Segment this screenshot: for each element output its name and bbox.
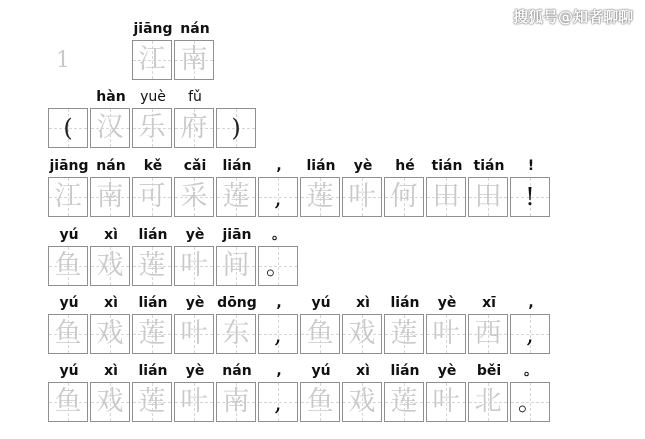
pinyin-label: yè [185, 363, 205, 379]
hanzi-character: 鱼 [306, 318, 334, 349]
hanzi-character: 莲 [138, 386, 166, 417]
watermark: 搜狐号@知者聊聊 [512, 8, 633, 26]
tian-grid-box [48, 246, 88, 286]
pinyin-label: lián [138, 363, 168, 379]
line-title [132, 20, 216, 90]
pinyin-label: yú [59, 295, 79, 311]
tian-grid-box [132, 108, 172, 148]
tian-grid-box [48, 382, 88, 422]
pinyin-label: yú [59, 363, 79, 379]
char-cell [174, 20, 216, 86]
line-verse-4 [48, 362, 552, 432]
pinyin-label: lián [138, 295, 168, 311]
tian-grid-box [132, 382, 172, 422]
hanzi-character: 北 [474, 386, 502, 417]
hanzi-character: 田 [474, 181, 502, 212]
punctuation-mark: , [274, 320, 282, 348]
tian-grid-box [258, 314, 298, 354]
punctuation-mark: ! [525, 183, 535, 211]
pinyin-label: xì [104, 363, 118, 379]
pinyin-label: xī [482, 295, 496, 311]
hanzi-character: 间 [222, 250, 250, 281]
pinyin-label: lián [390, 363, 420, 379]
hanzi-character: 莲 [222, 181, 250, 212]
tian-grid-box [216, 314, 256, 354]
tian-grid-box [48, 177, 88, 217]
pinyin-label [204, 88, 270, 106]
hanzi-character: 南 [180, 44, 208, 75]
pinyin-label: dōng [217, 295, 257, 311]
hanzi-character: 鱼 [54, 318, 82, 349]
tian-grid-box [300, 382, 340, 422]
tian-grid-box [132, 40, 172, 80]
lesson-number: 1 [56, 48, 70, 73]
hanzi-character: 叶 [432, 318, 460, 349]
pinyin-label: 。 [272, 227, 286, 243]
pinyin-label: cǎi [183, 158, 207, 174]
tian-grid-box [132, 246, 172, 286]
tian-grid-box [510, 382, 550, 422]
pinyin-label: nán [222, 363, 252, 379]
pinyin-label: kě [143, 158, 163, 174]
parenthesis: ) [231, 114, 241, 142]
hanzi-character: 可 [138, 181, 166, 212]
line-verse-2 [48, 226, 300, 296]
char-cell [510, 157, 552, 223]
pinyin-label: yú [311, 295, 331, 311]
pinyin-label: hé [395, 158, 415, 174]
tian-grid-box [90, 382, 130, 422]
pinyin-label: , [528, 295, 534, 311]
tian-grid-box [216, 246, 256, 286]
tian-grid-box [216, 177, 256, 217]
pinyin-label: , [276, 363, 282, 379]
pinyin-label: ! [527, 158, 535, 174]
pinyin-label: yè [437, 295, 457, 311]
tian-grid-box [468, 314, 508, 354]
tian-grid-box [132, 177, 172, 217]
hanzi-character: 鱼 [54, 250, 82, 281]
hanzi-character: 戏 [348, 386, 376, 417]
punctuation-mark: , [274, 388, 282, 416]
char-cell [258, 226, 300, 292]
pinyin-label: lián [138, 227, 168, 243]
tian-grid-box [468, 382, 508, 422]
tian-grid-box [174, 108, 214, 148]
tian-grid-box [300, 177, 340, 217]
line-verse-1 [48, 157, 552, 227]
pinyin-label: yè [185, 295, 205, 311]
tian-grid-box [300, 314, 340, 354]
punctuation-mark: , [526, 320, 534, 348]
hanzi-character: 何 [390, 181, 418, 212]
hanzi-character: 戏 [96, 250, 124, 281]
pinyin-label: 。 [524, 363, 538, 379]
pinyin-label: nán [180, 21, 210, 37]
pinyin-label: běi [476, 363, 502, 379]
hanzi-character: 南 [222, 386, 250, 417]
pinyin-label: yè [437, 363, 457, 379]
pinyin-label: nán [96, 158, 126, 174]
pinyin-label: jiāng [133, 21, 173, 37]
line-verse-3 [48, 294, 552, 364]
hanzi-character: 叶 [432, 386, 460, 417]
hanzi-character: 采 [180, 181, 208, 212]
tian-grid-box [90, 177, 130, 217]
pinyin-label: lián [222, 158, 252, 174]
hanzi-character: 叶 [180, 386, 208, 417]
tian-grid-box [174, 40, 214, 80]
pinyin-label: jiān [222, 227, 252, 243]
punctuation-mark: , [274, 183, 282, 211]
tian-grid-box [258, 177, 298, 217]
hanzi-character: 东 [222, 318, 250, 349]
punctuation-mark: 。 [518, 388, 542, 416]
parenthesis: ( [63, 114, 73, 142]
hanzi-character: 叶 [348, 181, 376, 212]
hanzi-character: 叶 [180, 250, 208, 281]
pinyin-label: yú [311, 363, 331, 379]
char-cell [216, 88, 258, 154]
tian-grid-box [216, 382, 256, 422]
tian-grid-box [384, 177, 424, 217]
hanzi-character: 叶 [180, 318, 208, 349]
hanzi-character: 戏 [96, 386, 124, 417]
hanzi-character: 戏 [348, 318, 376, 349]
pinyin-label: lián [306, 158, 336, 174]
tian-grid-box [174, 177, 214, 217]
tian-grid-box [174, 382, 214, 422]
tian-grid-box [258, 382, 298, 422]
hanzi-character: 乐 [138, 112, 166, 143]
pinyin-label: yuè [140, 89, 166, 105]
hanzi-character: 莲 [390, 318, 418, 349]
hanzi-character: 莲 [306, 181, 334, 212]
tian-grid-box [216, 108, 256, 148]
hanzi-character: 戏 [96, 318, 124, 349]
tian-grid-box [132, 314, 172, 354]
pinyin-label: xì [104, 227, 118, 243]
tian-grid-box [90, 108, 130, 148]
tian-grid-box [384, 314, 424, 354]
char-cell [510, 362, 552, 428]
tian-grid-box [174, 246, 214, 286]
tian-grid-box [342, 177, 382, 217]
tian-grid-box [468, 177, 508, 217]
hanzi-character: 江 [54, 181, 82, 212]
pinyin-label: hàn [96, 89, 126, 105]
pinyin-label: tián [473, 158, 505, 174]
pinyin-label: lián [390, 295, 420, 311]
pinyin-label: fǔ [188, 89, 202, 105]
hanzi-character: 田 [432, 181, 460, 212]
tian-grid-box [426, 314, 466, 354]
line-source [48, 88, 258, 158]
pinyin-label: yú [59, 227, 79, 243]
pinyin-label: xì [356, 363, 370, 379]
tian-grid-box [90, 246, 130, 286]
hanzi-character: 鱼 [306, 386, 334, 417]
pinyin-label: tián [431, 158, 463, 174]
tian-grid-box [342, 382, 382, 422]
hanzi-character: 府 [180, 112, 208, 143]
hanzi-character: 鱼 [54, 386, 82, 417]
pinyin-label: yè [185, 227, 205, 243]
tian-grid-box [258, 246, 298, 286]
pinyin-label: xì [104, 295, 118, 311]
hanzi-character: 莲 [390, 386, 418, 417]
tian-grid-box [426, 382, 466, 422]
pinyin-label: xì [356, 295, 370, 311]
tian-grid-box [48, 314, 88, 354]
char-cell [510, 294, 552, 360]
tian-grid-box [426, 177, 466, 217]
tian-grid-box [510, 177, 550, 217]
punctuation-mark: 。 [266, 252, 290, 280]
pinyin-label: jiāng [49, 158, 89, 174]
hanzi-character: 汉 [96, 112, 124, 143]
tian-grid-box [48, 108, 88, 148]
hanzi-character: 莲 [138, 318, 166, 349]
pinyin-label: yè [353, 158, 373, 174]
hanzi-character: 莲 [138, 250, 166, 281]
tian-grid-box [510, 314, 550, 354]
tian-grid-box [384, 382, 424, 422]
pinyin-label: , [276, 158, 282, 174]
tian-grid-box [90, 314, 130, 354]
pinyin-label: , [276, 295, 282, 311]
hanzi-character: 江 [138, 44, 166, 75]
hanzi-character: 南 [96, 181, 124, 212]
tian-grid-box [342, 314, 382, 354]
hanzi-character: 西 [474, 318, 502, 349]
tian-grid-box [174, 314, 214, 354]
